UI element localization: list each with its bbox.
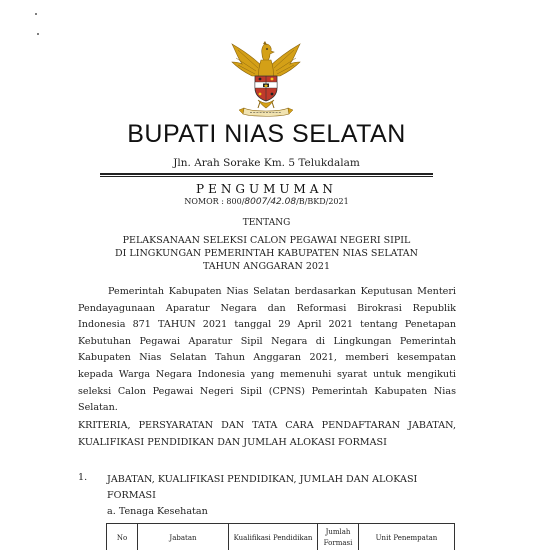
subject-line: PELAKSANAAN SELEKSI CALON PEGAWAI NEGERI SIPIL [122, 235, 411, 246]
section-number: 1. [78, 472, 88, 483]
scan-speck [37, 33, 39, 35]
header-rule-thin [100, 176, 433, 177]
about-label: TENTANG [242, 218, 291, 228]
formation-table [106, 523, 455, 550]
section-title: JABATAN, KUALIFIKASI PENDIDIKAN, JUMLAH DAN ALOKASI FORMASI [107, 474, 418, 501]
agency-heading: BUPATI NIAS SELATAN [127, 120, 406, 148]
notice-number [0, 197, 533, 207]
announcement-paragraph: Pemerintah Kabupaten Nias Selatan berdasarkan Keputusan Menteri Pendayagunaan Aparatur Negara dan Reformasi Birokrasi Republik Indonesia 871 TAHUN 2021 tanggal 29 April 2021 tentang Penetapan Kebutuhan Pegawai Aparatur Sipil Negara di Lingkungan Pemerintah Kabupaten Nias Selatan Tahun Anggaran 2021, memberi kesempatan kepada Warga Negara Indonesia yang memenuhi syarat untuk mengikuti seleksi Calon Pegawai Negeri Sipil (CPNS) Pemerintah Kabupaten Nias Selatan. [78, 286, 456, 414]
notice-number-prefix: NOMOR : 800/ [184, 197, 245, 206]
header-rule-thick [100, 173, 433, 175]
agency-address: Jln. Arah Sorake Km. 5 Telukdalam [173, 157, 360, 169]
criteria-heading: KRITERIA, PERSYARATAN DAN TATA CARA PENDAFTARAN JABATAN, KUALIFIKASI PENDIDIKAN DAN JUMLAH ALOKASI FORMASI [78, 420, 456, 448]
table-header-cell: Jabatan [138, 524, 229, 550]
table-header-cell: Unit Penempatan [359, 524, 455, 550]
garuda-emblem-icon [228, 38, 304, 118]
notice-title: PENGUMUMAN [196, 182, 337, 196]
subject-line: TAHUN ANGGARAN 2021 [202, 261, 331, 272]
table-header-cell: No [107, 524, 138, 550]
notice-number-suffix: /B/BKD/2021 [296, 197, 349, 206]
scan-speck [35, 13, 37, 15]
subject-line: DI LINGKUNGAN PEMERINTAH KABUPATEN NIAS SELATAN [115, 248, 418, 259]
table-header-row [107, 524, 455, 550]
table-header-cell: Kualifikasi Pendidikan [229, 524, 318, 550]
subsection-title: a. Tenaga Kesehatan [107, 506, 208, 517]
table-header-cell: Jumlah Formasi [318, 524, 359, 550]
notice-number-handwritten: 8007/42.08 [244, 197, 297, 207]
